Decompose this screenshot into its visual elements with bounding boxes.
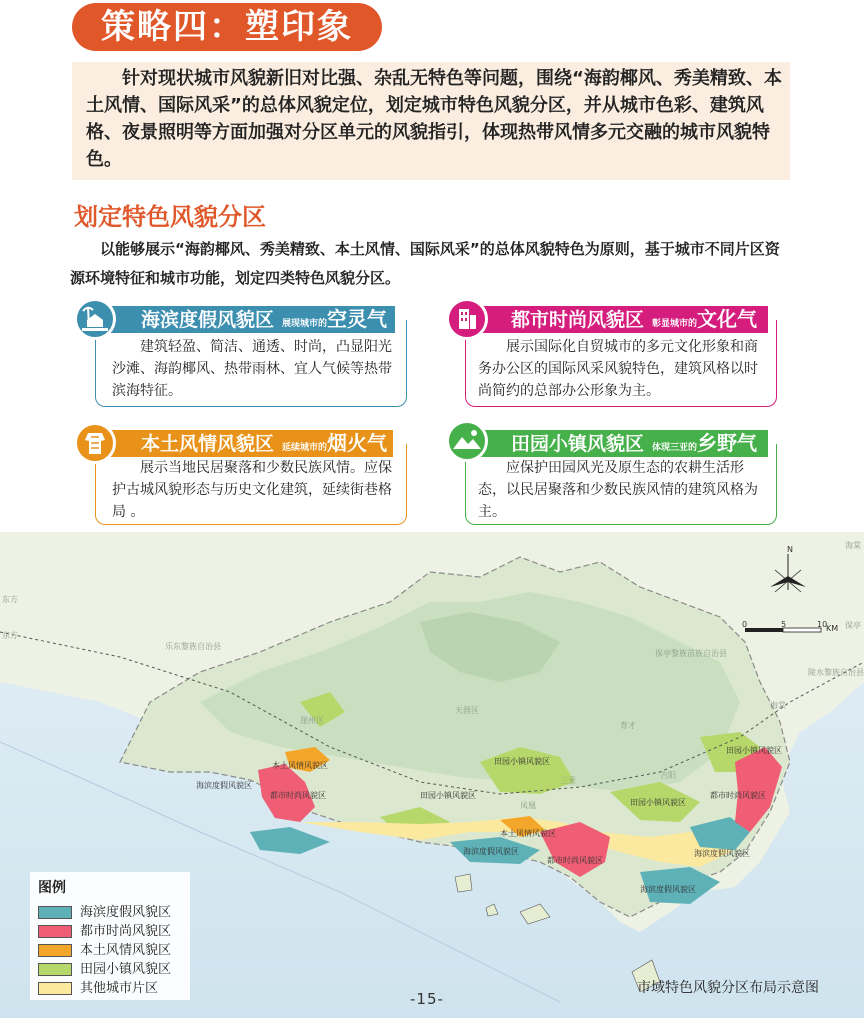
legend-item: [38, 924, 171, 940]
region-label: 海棠: [770, 701, 786, 710]
region-label: 吉阳: [660, 771, 676, 780]
zone-label: 都市时尚风貌区: [547, 856, 603, 865]
mountain-icon: [446, 420, 488, 462]
zone-slogan: 乡野气: [697, 431, 758, 455]
region-label: 乐东黎族自治县: [165, 642, 221, 651]
scale-tick: 10: [817, 620, 828, 629]
zone-name: 海滨度假风貌区: [141, 309, 275, 331]
legend-swatch: [38, 906, 72, 919]
region-label: 育才: [620, 721, 636, 730]
map-caption: 市域特色风貌分区布局示意图: [637, 980, 819, 996]
building-icon: [446, 298, 488, 340]
zone-label: 田园小镇风貌区: [494, 757, 550, 766]
region-label: 崖州区: [300, 716, 324, 725]
legend-swatch: [38, 963, 72, 976]
zone-slogan: 空灵气: [327, 307, 388, 331]
region-label: 保亭: [845, 621, 861, 630]
zone-description: 展示当地民居聚落和少数民族风情。应保护古城风貌形态与历史文化建筑，延续街巷格局 。: [112, 460, 392, 520]
zone-name: 都市时尚风貌区: [511, 309, 645, 331]
zone-description: 展示国际化自贸城市的多元文化形象和商务办公区的国际风采风貌特色，建筑风格以时尚简约的总部办公形象为主。: [478, 339, 758, 399]
zone-label: 田园小镇风貌区: [726, 746, 782, 755]
island: [455, 874, 472, 892]
card-header: [95, 306, 395, 333]
zone-label: 海滨度假风貌区: [463, 847, 519, 856]
legend-item: [38, 981, 158, 997]
zone-tag: 延续城市的: [282, 443, 328, 453]
legend-swatch: [38, 925, 72, 938]
zone-label: 海滨度假风貌区: [640, 885, 696, 894]
zone-label: 都市时尚风貌区: [270, 791, 326, 800]
section-text: 以能够展示“海韵椰风、秀美精致、本土风情、国际风采”的总体风貌特色为原则，基于城市不同片区资源环境特征和城市功能，划定四类特色风貌分区。: [70, 240, 780, 287]
section-title: 划定特色风貌分区: [74, 203, 266, 231]
card-header: [95, 430, 393, 457]
region-label: 东方: [2, 595, 18, 604]
zone-name: 本土风情风貌区: [141, 433, 275, 455]
zone-label: 都市时尚风貌区: [710, 791, 766, 800]
zone-description: 建筑轻盈、简洁、通透、时尚，凸显阳光沙滩、海韵椰风、热带雨林、宜人气候等热带滨海特征。: [112, 339, 392, 399]
zone-tag: 展现城市的: [282, 319, 328, 329]
card-header: [465, 306, 768, 333]
legend-label: 本土风情风貌区: [80, 943, 172, 958]
card-header: [465, 430, 768, 457]
page-number: -15-: [410, 990, 444, 1008]
zone-label: 田园小镇风貌区: [630, 798, 686, 807]
region-label: 凤凰: [520, 801, 536, 810]
legend-swatch: [38, 944, 72, 957]
beach-icon: [74, 298, 116, 340]
zone-tag: 体现三亚的: [652, 443, 698, 453]
legend-swatch: [38, 982, 72, 995]
zone-tag: 彰显城市的: [652, 319, 698, 329]
legend-label: 都市时尚风貌区: [80, 924, 172, 939]
legend-item: [38, 943, 171, 959]
page-title: 策略四：塑印象: [72, 3, 382, 51]
intro-text: 针对现状城市风貌新旧对比强、杂乱无特色等问题，围绕“海韵椰风、秀美精致、本土风情、国际风采”的总体风貌定位，划定城市特色风貌分区，并从城市色彩、建筑风格、夜景照明等方面加强对分区单元的风貌指引，体现热带风情多元交融的城市风貌特色。: [86, 68, 782, 170]
zone-label: 本土风情风貌区: [272, 761, 328, 770]
legend-item: [38, 962, 171, 978]
region-label: 东方: [2, 631, 18, 640]
zone-slogan: 文化气: [697, 307, 758, 331]
zone-label: 田园小镇风貌区: [420, 791, 476, 800]
legend-label: 其他城市片区: [80, 981, 159, 996]
zone-label: 本土风情风貌区: [500, 829, 556, 838]
legend-title: 图例: [38, 880, 66, 896]
scale-tick: 0: [742, 620, 748, 629]
legend-label: 海滨度假风貌区: [80, 905, 172, 920]
zone-name: 田园小镇风貌区: [511, 433, 645, 455]
zone-label: 海滨度假风貌区: [694, 849, 750, 858]
region-label: 天涯区: [455, 706, 479, 715]
region-label: 保亭黎族苗族自治县: [655, 649, 727, 658]
costume-icon: [74, 422, 116, 464]
scale-unit: KM: [826, 624, 839, 633]
north-label: N: [787, 545, 793, 554]
zone-label: 海滨度假风貌区: [196, 781, 252, 790]
region-label: 陵水黎族自治县: [808, 668, 864, 677]
region-label: 海棠: [845, 541, 861, 550]
region-label: 三亚: [560, 776, 576, 785]
legend-label: 田园小镇风貌区: [80, 962, 172, 977]
zone-description: 应保护田园风光及原生态的农耕生活形态，以民居聚落和少数民族风情的建筑风格为主。: [478, 460, 758, 520]
zone-slogan: 烟火气: [327, 431, 388, 455]
legend-item: [38, 905, 171, 921]
scale-tick: 5: [781, 620, 787, 629]
